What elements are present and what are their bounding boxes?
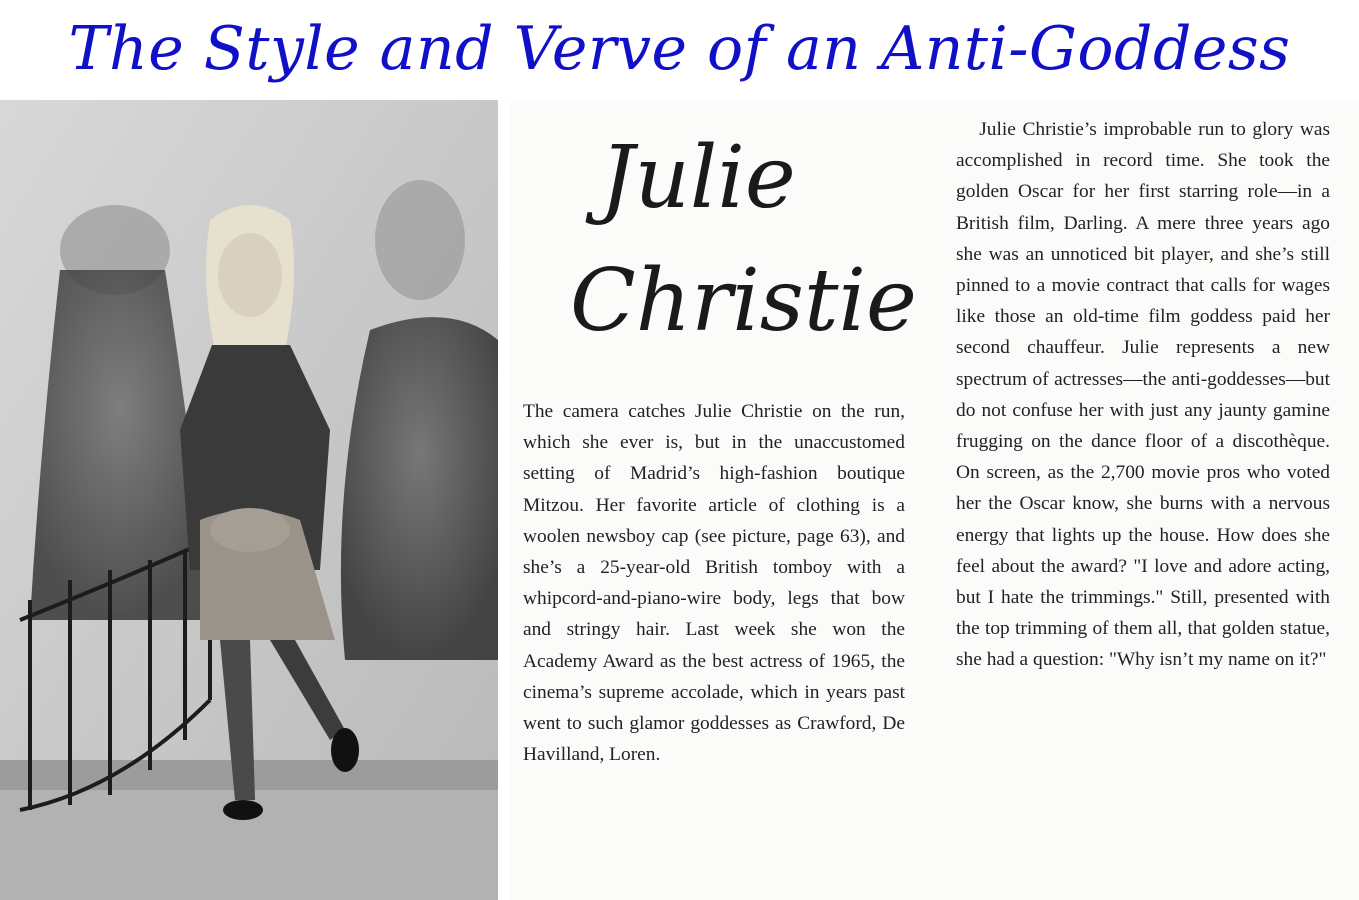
article-heading <box>570 130 930 356</box>
banner-title: The Style and Verve of an Anti-Goddess <box>68 14 1291 84</box>
article-page <box>510 100 1359 900</box>
portrait-photo-icon <box>0 100 498 900</box>
portrait-photo <box>0 100 498 900</box>
column-left-text: The camera catches Julie Christie on the run, which she ever is, but in the unaccustomed setting of Madrid’s high-fashion boutique Mitzou. Her favorite article of clothing is a woolen newsboy cap (see picture, page 63), and she’s a 25-year-old British tomboy with a whipcord-and-piano-wire body, legs that bow and stringy hair. Last week she won the Academy Award as the best actress of 1965, the cinema’s supreme accolade, which in years past went to such glamor goddesses as Crawford, De Havilland, Loren. <box>523 401 905 766</box>
heading-last-name: Christie <box>570 251 917 351</box>
heading-first-name: Julie <box>600 128 796 228</box>
article-column-left <box>523 396 905 770</box>
article-column-right <box>956 114 1330 676</box>
column-right-text: Julie Christie’s improbable run to glory was accomplished in record time. She took the golden Oscar for her first starring role—in a British film, Darling. A mere three years ago she was an unnoticed bit player, and she’s still pinned to a movie contract that calls for wages like those an old-time film goddess paid her second chauffeur. Julie represents a new spectrum of actresses—the anti-goddesses—but do not confuse her with just any jaunty gamine frugging on the dance floor of a discothèque. On screen, as the 2,700 movie pros who voted her the Oscar know, she burns with a nervous energy that lights up the house. How does she feel about the award? "I love and adore acting, but I hate the trimmings." Still, presented with the top trimming of them all, that golden statue, she had a question: "Why isn’t my name on it?" <box>956 119 1330 671</box>
banner <box>0 0 1359 98</box>
